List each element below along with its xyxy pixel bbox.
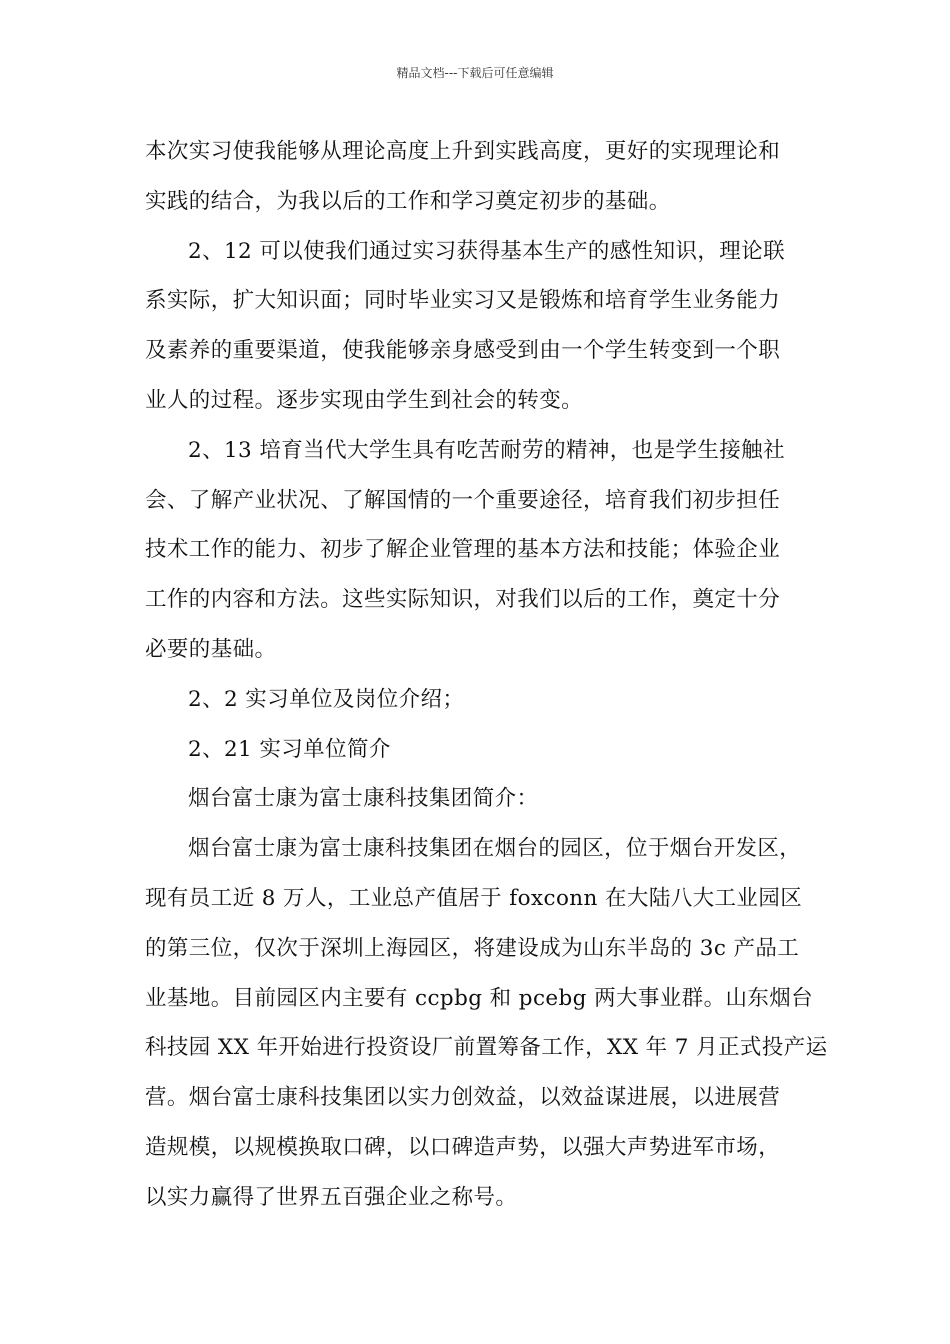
section-heading: 2、21 实习单位简介 [188,736,391,762]
text-line: 2、12 可以使我们通过实习获得基本生产的感性知识，理论联 [188,238,785,264]
text-line: 营。烟台富士康科技集团以实力创效益，以效益谋进展，以进展营 [145,1085,781,1111]
text-line: 烟台富士康为富士康科技集团简介： [188,786,539,812]
text-line: 科技园 XX 年开始进行投资设厂前置筹备工作，XX 年 7 月正式投产运 [145,1035,828,1061]
text-line: 烟台富士康为富士康科技集团在烟台的园区，位于烟台开发区， [188,836,802,862]
document-body [145,127,828,1223]
text-line: 业基地。目前园区内主要有 ccpbg 和 pcebg 两大事业群。山东烟台 [145,985,814,1011]
text-line: 的第三位，仅次于深圳上海园区，将建设成为山东半岛的 3c 产品工 [145,935,800,961]
text-line: 本次实习使我能够从理论高度上升到实践高度，更好的实现理论和 [145,139,781,164]
section-heading: 2、2 实习单位及岗位介绍； [188,686,465,712]
text-line: 工作的内容和方法。这些实际知识，对我们以后的工作，奠定十分 [145,587,781,613]
text-line: 现有员工近 8 万人，工业总产值居于 foxconn 在大陆八大工业园区 [145,885,803,911]
text-line: 系实际，扩大知识面；同时毕业实习又是锻炼和培育学生业务能力 [145,288,781,314]
text-line: 以实力赢得了世界五百强企业之称号。 [145,1184,518,1210]
text-line: 业人的过程。逐步实现由学生到社会的转变。 [145,387,584,413]
text-line: 必要的基础。 [145,636,277,662]
text-line: 2、13 培育当代大学生具有吃苦耐劳的精神，也是学生接触社 [188,437,785,463]
text-line: 实践的结合，为我以后的工作和学习奠定初步的基础。 [145,188,671,214]
text-line: 会、了解产业状况、了解国情的一个重要途径，培育我们初步担任 [145,487,781,513]
page-header: 精品文档---下载后可任意编辑 [396,66,554,80]
text-line: 造规模，以规模换取口碑，以口碑造声势，以强大声势进军市场， [145,1134,781,1160]
text-line: 及素养的重要渠道，使我能够亲身感受到由一个学生转变到一个职 [145,338,781,364]
text-line: 技术工作的能力、初步了解企业管理的基本方法和技能；体验企业 [145,537,781,563]
